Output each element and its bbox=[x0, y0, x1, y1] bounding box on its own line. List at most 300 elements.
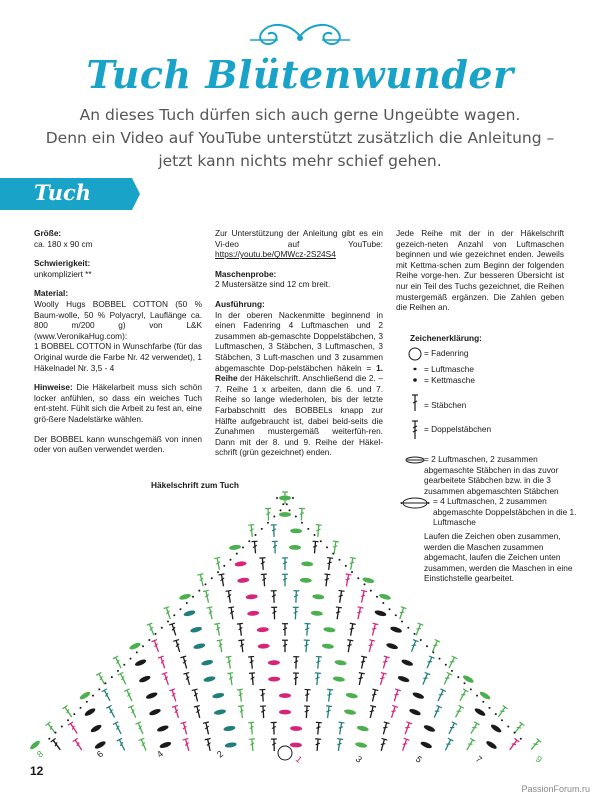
stitch-symbol bbox=[194, 706, 203, 719]
column-materials bbox=[34, 228, 202, 464]
stitch-symbol bbox=[507, 738, 519, 751]
legend-title: Zeichenerklärung: bbox=[410, 333, 482, 343]
chain-dot bbox=[205, 583, 207, 585]
stitch-symbol bbox=[237, 623, 244, 636]
stitch-symbol bbox=[333, 676, 346, 683]
chain-dot bbox=[236, 553, 238, 555]
stitch-symbol bbox=[246, 594, 258, 600]
stitch-symbol bbox=[272, 541, 278, 553]
stitch-symbol bbox=[290, 528, 302, 533]
chain-dot bbox=[180, 608, 182, 610]
stitch-symbol bbox=[90, 723, 103, 733]
chain-dot bbox=[280, 509, 282, 511]
stitch-symbol bbox=[268, 677, 280, 682]
stitch-symbol bbox=[238, 706, 245, 719]
stitch-symbol bbox=[159, 741, 172, 749]
stitch-symbol bbox=[402, 722, 412, 735]
stitch-symbol bbox=[62, 705, 74, 718]
stitch-symbol bbox=[192, 689, 201, 702]
stitch-symbol bbox=[446, 722, 457, 735]
intro-line: jetzt kann nichts mehr schief gehen. bbox=[158, 152, 442, 170]
chart-title: Häkelschrift zum Tuch bbox=[151, 480, 239, 490]
chain-dot bbox=[426, 645, 428, 647]
stitch-symbol bbox=[257, 643, 269, 649]
stitch-symbol bbox=[205, 739, 213, 752]
stitch-symbol bbox=[223, 725, 236, 732]
chain-dot bbox=[432, 651, 434, 653]
row-number: 1 bbox=[293, 753, 304, 765]
legend-item: = 2 Luftmaschen, 2 zusammen abgemaschte Stäbchen in das zuvor gearbeitete Stäbchen bzw. in die 3 zusammen abgemaschten Stäbchen bbox=[424, 454, 559, 496]
stitch-symbol bbox=[219, 574, 227, 587]
stitch-symbol bbox=[356, 673, 364, 686]
chain-dot bbox=[261, 528, 263, 530]
chain-dot bbox=[364, 583, 366, 585]
execution-text: der Häkelschrift. Anschließend die 2. – 7. Reihe 1 x arbeiten, dann die 6. und 7. Reihe so lange wiederholen, bis der letzte Farbabschnitt des BOBBELs knapp zur Hälfte aufgebraucht ist, dabei beid-seits die Zunahmen mustergemäß weiterfüh-ren. Dann mit der 8. und 9. Reihe der Häkel-schrift (grün gezeichnet) enden. bbox=[215, 373, 383, 458]
stitch-symbol bbox=[391, 689, 400, 702]
stitch-symbol bbox=[374, 609, 387, 617]
stitch-symbol bbox=[400, 738, 410, 751]
stitch-symbol bbox=[485, 740, 498, 751]
stitch-symbol bbox=[279, 693, 291, 698]
stitch-symbol bbox=[113, 722, 124, 735]
chain-dot bbox=[314, 534, 316, 536]
chain-dot bbox=[105, 682, 107, 684]
column-rows-info bbox=[396, 228, 564, 322]
stitch-symbol bbox=[345, 692, 358, 699]
stitch-symbol bbox=[446, 656, 457, 669]
stitch-symbol bbox=[156, 724, 169, 733]
chain-dot bbox=[464, 682, 466, 684]
chain-dot bbox=[339, 559, 341, 561]
chain-dot bbox=[217, 571, 219, 573]
stitch-symbol bbox=[420, 740, 433, 749]
stitch-symbol bbox=[453, 705, 464, 718]
stitch-symbol bbox=[248, 656, 255, 669]
page-title: Tuch Blütenwunder bbox=[86, 52, 514, 97]
chain-dot bbox=[148, 639, 150, 641]
legend-item: = 4 Luftmaschen, 2 zusammen abgemaschte Doppelstäbchen in die 1. Luftmasche bbox=[433, 496, 577, 527]
legend-item: = Doppelstäbchen bbox=[424, 424, 492, 434]
stitch-symbol bbox=[183, 673, 192, 686]
stitch-symbol bbox=[304, 689, 311, 701]
chain-dot bbox=[351, 571, 353, 573]
stitch-symbol bbox=[344, 709, 357, 716]
stitch-symbol bbox=[173, 640, 182, 653]
stitch-symbol bbox=[118, 672, 129, 685]
chain-dot bbox=[286, 503, 288, 505]
stitch-symbol bbox=[271, 722, 277, 734]
chain-dot bbox=[248, 540, 250, 542]
stitch-symbol bbox=[183, 738, 192, 751]
stitch-symbol bbox=[247, 610, 259, 616]
chain-dot bbox=[326, 546, 328, 548]
stitch-symbol bbox=[180, 722, 189, 735]
stitch-symbol bbox=[261, 574, 268, 586]
stitch-symbol bbox=[303, 706, 310, 718]
stitch-symbol bbox=[249, 673, 256, 685]
stitch-symbol bbox=[135, 722, 145, 735]
chain-dot bbox=[192, 596, 194, 598]
stitch-symbol bbox=[334, 659, 347, 666]
stitch-symbol bbox=[322, 643, 334, 649]
stitch-symbol bbox=[214, 709, 227, 716]
chain-dot bbox=[117, 670, 119, 672]
execution-row-bold: 1. Reihe bbox=[215, 362, 383, 384]
chain-dot bbox=[111, 676, 113, 678]
stitch-symbol bbox=[124, 689, 134, 702]
stitch-symbol bbox=[315, 656, 322, 669]
gauge-label: Maschenprobe: bbox=[215, 268, 277, 279]
stitch-symbol bbox=[323, 574, 330, 587]
stitch-symbol bbox=[158, 656, 168, 669]
video-link[interactable]: https://youtu.be/QMWcz-2S24S4 bbox=[215, 249, 336, 260]
treble-crochet-icon bbox=[412, 421, 418, 439]
chain-dot bbox=[470, 688, 472, 690]
stitch-symbol bbox=[238, 640, 245, 653]
chain-dot bbox=[295, 516, 297, 518]
stitch-symbol bbox=[474, 707, 487, 717]
stitch-symbol bbox=[337, 590, 345, 603]
stitch-symbol bbox=[271, 525, 277, 537]
chain-dot bbox=[357, 577, 359, 579]
stitch-symbol bbox=[180, 656, 189, 669]
intro-line: An dieses Tuch dürfen sich auch gerne Ungeübte wagen. bbox=[79, 106, 521, 124]
stitch-symbol bbox=[282, 640, 288, 652]
stitch-symbol bbox=[529, 738, 541, 751]
stitch-symbol bbox=[293, 673, 299, 685]
stitch-symbol bbox=[203, 590, 211, 603]
stitch-symbol bbox=[290, 726, 302, 731]
chain-dot bbox=[155, 633, 157, 635]
stitch-symbol bbox=[301, 561, 313, 567]
legend-item: = Fadenring bbox=[424, 348, 469, 358]
chain-dot bbox=[382, 602, 384, 604]
stitch-symbol bbox=[431, 705, 441, 718]
chain-dot bbox=[136, 651, 138, 653]
stitch-symbol bbox=[401, 658, 414, 667]
chain-dot bbox=[457, 676, 459, 678]
chain-dot bbox=[86, 701, 88, 703]
stitch-symbol bbox=[389, 705, 398, 718]
stitch-symbol bbox=[430, 639, 440, 652]
stitch-symbol bbox=[348, 557, 356, 570]
stitch-symbol bbox=[420, 672, 430, 685]
stitch-symbol bbox=[257, 627, 269, 633]
stitch-symbol bbox=[292, 607, 298, 619]
crochet-chart bbox=[20, 490, 550, 770]
legend-item: = Kettmasche bbox=[424, 375, 475, 385]
stitch-symbol bbox=[380, 722, 389, 735]
stitch-symbol bbox=[84, 707, 97, 717]
chain-dot bbox=[92, 695, 94, 697]
stitch-symbol bbox=[298, 508, 305, 520]
stitch-symbol bbox=[271, 739, 277, 751]
stitch-symbol bbox=[435, 689, 445, 702]
chain-dot bbox=[186, 602, 188, 604]
stitch-symbol bbox=[249, 739, 256, 751]
chain-dot bbox=[273, 516, 275, 518]
stitch-symbol bbox=[128, 705, 138, 718]
column-instructions bbox=[215, 228, 383, 467]
stitch-symbol bbox=[314, 673, 321, 685]
stitch-symbol bbox=[293, 657, 299, 669]
chain-dot bbox=[495, 713, 497, 715]
stitch-symbol bbox=[335, 739, 343, 752]
chain-dot bbox=[211, 577, 213, 579]
stitch-symbol bbox=[279, 710, 291, 715]
notes-label: Hinweise: bbox=[34, 382, 73, 393]
stitch-symbol bbox=[424, 656, 434, 669]
chain-dot bbox=[445, 664, 447, 666]
size-value: ca. 180 x 90 cm bbox=[34, 238, 93, 249]
cluster-2dc-icon bbox=[406, 457, 424, 463]
material-label: Material: bbox=[34, 288, 69, 299]
stitch-symbol bbox=[304, 624, 311, 636]
stitch-symbol bbox=[282, 624, 288, 636]
stitch-symbol bbox=[248, 525, 255, 538]
chain-dot bbox=[48, 738, 50, 740]
chain-dot bbox=[98, 688, 100, 690]
stitch-symbol bbox=[151, 640, 161, 653]
stitch-symbol bbox=[423, 724, 436, 733]
stitch-symbol bbox=[259, 689, 266, 701]
chain-dot bbox=[161, 627, 163, 629]
stitch-symbol bbox=[68, 722, 80, 735]
slip-stitch-icon bbox=[413, 378, 417, 382]
stitch-symbol bbox=[203, 675, 216, 682]
chain-dot bbox=[376, 596, 378, 598]
chain-dot bbox=[130, 658, 132, 660]
stitch-symbol bbox=[129, 642, 142, 651]
row-number: 2 bbox=[214, 748, 226, 760]
chain-dot bbox=[123, 664, 125, 666]
stitch-symbol bbox=[237, 577, 249, 583]
stitch-symbol bbox=[496, 705, 508, 718]
stitch-symbol bbox=[412, 691, 425, 700]
stitch-symbol bbox=[289, 545, 301, 550]
legend-item: = Stäbchen bbox=[424, 400, 467, 410]
stitch-symbol bbox=[265, 508, 272, 520]
stitch-symbol bbox=[331, 541, 339, 554]
stitch-symbol bbox=[252, 541, 259, 553]
chain-dot bbox=[389, 608, 391, 610]
stitch-symbol bbox=[290, 742, 302, 747]
stitch-symbol bbox=[314, 739, 321, 751]
stitch-symbol bbox=[226, 656, 234, 669]
stitch-symbol bbox=[106, 705, 117, 718]
stitch-symbol bbox=[228, 607, 236, 620]
stitch-symbol bbox=[366, 640, 375, 653]
chain-dot bbox=[292, 497, 294, 499]
stitch-symbol bbox=[79, 690, 92, 700]
chain-dot bbox=[242, 546, 244, 548]
stitch-symbol bbox=[379, 593, 392, 601]
stitch-symbol bbox=[312, 541, 319, 553]
stitch-symbol bbox=[113, 656, 124, 669]
stitch-symbol bbox=[409, 640, 419, 653]
notes-text: Die Häkelarbeit muss sich schön locker anfühlen, so dass ein weiches Tuch ent-steht. Fühlt sich die Arbeit zu fest an, eine grö-ßere Nadelstärke wählen. bbox=[34, 382, 202, 424]
stitch-symbol bbox=[234, 561, 247, 567]
stitch-symbol bbox=[356, 725, 369, 732]
chain-dot bbox=[255, 534, 257, 536]
magic-ring-icon bbox=[278, 746, 292, 760]
stitch-symbol bbox=[172, 705, 181, 718]
stitch-symbol bbox=[193, 642, 206, 650]
chain-dot bbox=[55, 732, 57, 734]
chain-dot bbox=[289, 509, 291, 511]
row-number: 3 bbox=[353, 753, 364, 765]
stitch-symbol bbox=[271, 591, 277, 603]
stitch-symbol bbox=[117, 738, 128, 751]
stitch-symbol bbox=[94, 740, 107, 750]
stitch-symbol bbox=[457, 689, 468, 702]
material-text: 1 BOBBEL COTTON in Wunschfarbe (für das Original wurde die Farbe Nr. 42 verwendet), 1 Häkelnadel Nr. 3,5 - 4 bbox=[34, 341, 202, 373]
stitch-symbol bbox=[229, 544, 242, 550]
decorative-ornament bbox=[248, 18, 352, 52]
size-label: Größe: bbox=[34, 228, 62, 238]
stitch-symbol bbox=[279, 512, 291, 517]
stitch-symbol bbox=[312, 594, 324, 600]
stitch-symbol bbox=[409, 708, 422, 717]
stitch-symbol bbox=[337, 722, 345, 735]
stitch-symbol bbox=[300, 578, 312, 583]
stitch-symbol bbox=[51, 738, 63, 751]
stitch-symbol bbox=[224, 742, 237, 749]
chain-dot bbox=[482, 701, 484, 703]
stitch-symbol bbox=[212, 692, 225, 699]
chain-dot bbox=[267, 522, 269, 524]
difficulty-label: Schwierigkeit: bbox=[34, 258, 91, 269]
legend-item: = Luftmasche bbox=[424, 364, 475, 374]
footer-watermark: PassionForum.ru bbox=[521, 784, 590, 794]
chain-dot bbox=[401, 621, 403, 623]
stitch-symbol bbox=[138, 675, 151, 684]
stitch-symbol bbox=[464, 738, 475, 751]
chain-dot bbox=[332, 553, 334, 555]
stitch-symbol bbox=[348, 623, 356, 636]
chain-dot bbox=[395, 614, 397, 616]
stitch-symbol bbox=[390, 626, 403, 634]
stitch-symbol bbox=[227, 673, 235, 686]
stitch-symbol bbox=[378, 673, 387, 686]
magic-ring-icon bbox=[409, 348, 421, 360]
stitch-symbol bbox=[29, 739, 41, 750]
chain-dot bbox=[345, 565, 347, 567]
stitch-symbol bbox=[311, 610, 323, 616]
chain-dot bbox=[514, 732, 516, 734]
stitch-symbol bbox=[169, 623, 178, 636]
row-number: 5 bbox=[413, 753, 424, 765]
row-number: 6 bbox=[94, 748, 106, 760]
chain-dot bbox=[489, 707, 491, 709]
chain-dot bbox=[276, 497, 278, 499]
stitch-symbol bbox=[73, 738, 85, 751]
stitch-symbol bbox=[370, 623, 379, 636]
stitch-symbol bbox=[145, 691, 158, 700]
chain-dot bbox=[414, 633, 416, 635]
stitch-symbol bbox=[367, 706, 376, 719]
stitch-symbol bbox=[378, 738, 387, 751]
stitch-symbol bbox=[203, 722, 211, 735]
stitch-symbol bbox=[386, 642, 399, 650]
stitch-symbol bbox=[397, 607, 407, 620]
stitch-symbol bbox=[303, 640, 310, 652]
chain-dot bbox=[520, 738, 522, 740]
stitch-symbol bbox=[359, 590, 367, 603]
stitch-symbol bbox=[102, 689, 113, 702]
chain-dot bbox=[61, 726, 63, 728]
chain-dot bbox=[370, 590, 372, 592]
chain-dot bbox=[73, 713, 75, 715]
stitch-symbol bbox=[237, 689, 244, 702]
stitch-symbol bbox=[190, 626, 203, 634]
stitch-symbol bbox=[139, 738, 149, 751]
chain-dot bbox=[501, 719, 503, 721]
stitch-symbol bbox=[370, 689, 379, 702]
chain-dot bbox=[320, 540, 322, 542]
chain-dot bbox=[167, 621, 169, 623]
stitch-symbol bbox=[271, 607, 277, 619]
stitch-symbol bbox=[490, 723, 503, 734]
stitch-symbol bbox=[282, 558, 288, 570]
row-number: 4 bbox=[154, 748, 166, 760]
chain-dot bbox=[476, 695, 478, 697]
stitch-symbol bbox=[355, 741, 368, 748]
row-number: 9 bbox=[533, 753, 544, 765]
chain-dot bbox=[451, 670, 453, 672]
stitch-symbol bbox=[268, 660, 280, 665]
video-text: Zur Unterstützung der Anleitung gibt es ein Vi-deo auf YouTube: bbox=[215, 228, 383, 249]
intro-line: Denn ein Video auf YouTube unterstützt zusätzlich die Anleitung – bbox=[45, 129, 555, 147]
chain-dot bbox=[282, 503, 284, 505]
stitch-symbol bbox=[326, 558, 333, 571]
chain-dot bbox=[507, 726, 509, 728]
stitch-symbol bbox=[359, 656, 367, 669]
stitch-symbol bbox=[260, 706, 267, 718]
page-number: 12 bbox=[30, 764, 44, 778]
stitch-symbol bbox=[315, 722, 322, 735]
stitch-symbol bbox=[259, 558, 266, 570]
stitch-symbol bbox=[355, 607, 363, 620]
stitch-symbol bbox=[380, 656, 389, 669]
bobbel-text: Der BOBBEL kann wunschgemäß von innen oder von außen verwendet werden. bbox=[34, 433, 202, 455]
stitch-symbol bbox=[344, 574, 352, 587]
stitch-symbol bbox=[162, 672, 172, 685]
chain-dot bbox=[301, 522, 303, 524]
stitch-symbol bbox=[217, 640, 225, 653]
chain-dot bbox=[198, 590, 200, 592]
stitch-symbol bbox=[441, 672, 452, 685]
stitch-symbol bbox=[149, 708, 162, 717]
stitch-symbol bbox=[315, 525, 322, 538]
stitch-symbol bbox=[164, 607, 174, 620]
stitch-symbol bbox=[293, 591, 299, 603]
stitch-symbol bbox=[183, 609, 196, 617]
chain-dot bbox=[439, 658, 441, 660]
gauge-value: 2 Mustersätze sind 12 cm breit. bbox=[215, 279, 331, 290]
chain-dot bbox=[230, 559, 232, 561]
stitch-symbol bbox=[345, 640, 353, 653]
execution-label: Ausführung: bbox=[215, 298, 265, 309]
execution-text: In der oberen Nackenmitte beginnend in einen Fadenring 4 Luftmaschen und 2 zusammen ab-gemaschte Doppelstäbchen, 3 Luftmaschen, 3 Stäbchen, 3 Luftmaschen, 3 Stäbchen, 3 Luft-maschen und 3 zusammen abgemaschte Dop-pelstäbchen häkeln = bbox=[215, 309, 383, 373]
stitch-symbol bbox=[201, 659, 214, 666]
chain-dot bbox=[223, 565, 225, 567]
stitch-symbol bbox=[323, 627, 336, 633]
stitch-symbol bbox=[214, 623, 222, 636]
rows-text: Jede Reihe mit der in der Häkelschrift gezeich-neten Anzahl von Luftmaschen beginnen und wie gezeichnet enden. Jeweils mit Kettma-schen zum Beginn der folgenden Reihe vorge-hen. Zur besseren Übersicht ist nur ein Teil des Tuchs gezeichnet, die Reihen mustergemäß ergänzen. Die Zahlen geben die Reihen an. bbox=[396, 228, 564, 313]
intro-text bbox=[40, 104, 560, 173]
stitch-symbol bbox=[334, 607, 342, 620]
